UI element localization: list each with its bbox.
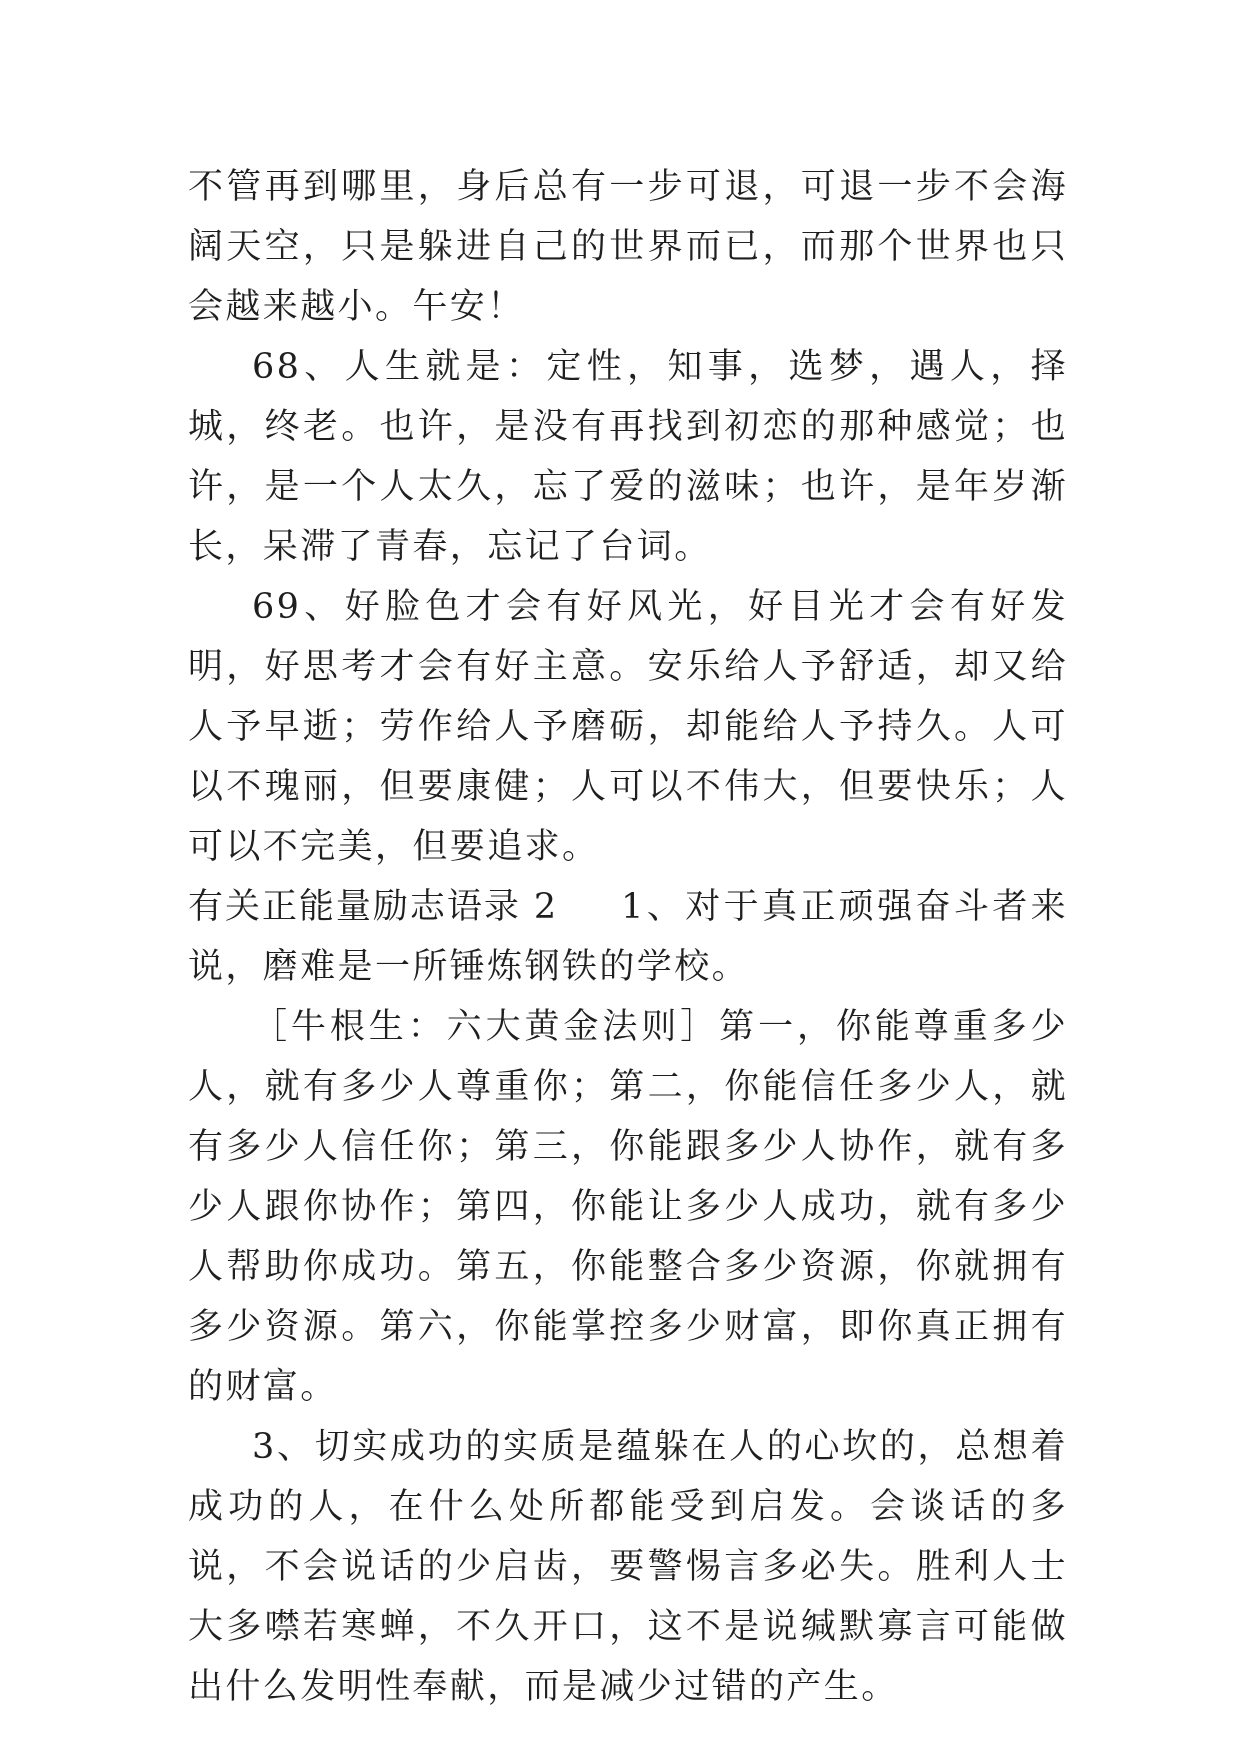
section-first-item: 1、对于真正顽强奋斗者来说，磨难是一所锤炼钢铁的学校。 (188, 887, 1068, 987)
document-body (188, 157, 1068, 1717)
paragraph-item-3: 3、切实成功的实质是蕴躲在人的心坎的，总想着成功的人，在什么处所都能受到启发。会谈话的多说，不会说话的少启齿，要警惕言多必失。胜利人士大多噤若寒蝉，不久开口，这不是说缄默寡言可能做出什么发明性奉献，而是减少过错的产生。 (188, 1427, 1068, 1707)
section-heading-line (188, 877, 1068, 997)
paragraph-six-rules: ［牛根生：六大黄金法则］第一，你能尊重多少人，就有多少人尊重你；第二，你能信任多少人，就有多少人信任你；第三，你能跟多少人协作，就有多少人跟你协作；第四，你能让多少人成功，就有多少人帮助你成功。第五，你能整合多少资源，你就拥有多少资源。第六，你能掌控多少财富，即你真正拥有的财富。 (188, 1007, 1068, 1407)
section-title: 有关正能量励志语录 2 (188, 887, 558, 927)
paragraph-item-68: 68、人生就是：定性，知事，选梦，遇人，择城，终老。也许，是没有再找到初恋的那种感觉；也许，是一个人太久，忘了爱的滋味；也许，是年岁渐长，呆滞了青春，忘记了台词。 (188, 347, 1068, 567)
paragraph-item-69: 69、好脸色才会有好风光，好目光才会有好发明，好思考才会有好主意。安乐给人予舒适，却又给人予早逝；劳作给人予磨砺，却能给人予持久。人可以不瑰丽，但要康健；人可以不伟大，但要快乐；人可以不完美，但要追求。 (188, 587, 1068, 867)
paragraph-continuation: 不管再到哪里，身后总有一步可退，可退一步不会海阔天空，只是躲进自己的世界而已，而那个世界也只会越来越小。午安！ (188, 167, 1068, 327)
